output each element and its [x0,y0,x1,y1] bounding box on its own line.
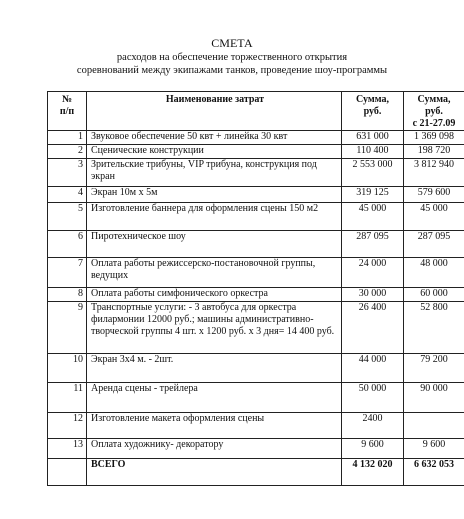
row-sum: 631 000 [342,131,404,145]
header-name: Наименование затрат [87,92,342,131]
total-label: ВСЕГО [87,459,342,486]
header-sum [342,92,404,131]
row-name: Изготовление баннера для оформления сцены 150 м2 [87,203,342,231]
row-sum: 9 600 [342,439,404,459]
table-row [48,258,464,288]
row-sum: 26 400 [342,302,404,354]
row-sum-period: 48 000 [404,258,464,288]
total-sum: 4 132 020 [342,459,404,486]
header-sum-line-1: Сумма, [356,94,389,105]
row-sum-period: 3 812 940 [404,159,464,187]
table-row [48,159,464,187]
row-name: Аренда сцены - трейлера [87,383,342,413]
row-sum: 50 000 [342,383,404,413]
row-sum: 30 000 [342,288,404,302]
row-num: 1 [48,131,87,145]
row-sum-period: 60 000 [404,288,464,302]
row-sum-period [404,413,464,439]
table-row [48,302,464,354]
row-sum-period: 45 000 [404,203,464,231]
header-num-line-2: п/п [59,106,75,117]
row-sum-period: 287 095 [404,231,464,258]
row-num: 7 [48,258,87,288]
document-subtitle [0,51,464,77]
row-sum: 319 125 [342,187,404,203]
row-sum-period: 579 600 [404,187,464,203]
table-row [48,231,464,258]
row-sum: 44 000 [342,354,404,383]
row-sum-period: 90 000 [404,383,464,413]
row-sum: 45 000 [342,203,404,231]
header-sum-period [404,92,464,131]
row-sum-period: 52 800 [404,302,464,354]
row-num: 5 [48,203,87,231]
row-name: Изготовление макета оформления сцены [87,413,342,439]
table-header-row [48,92,464,131]
table-row [48,145,464,159]
document-title: СМЕТА [211,36,253,50]
table-row [48,187,464,203]
table-row [48,354,464,383]
header-sum-line-2: руб. [363,106,382,117]
row-num: 13 [48,439,87,459]
row-num: 10 [48,354,87,383]
row-name: Оплата художнику- декоратору [87,439,342,459]
total-sum-period: 6 632 053 [404,459,464,486]
total-num [48,459,87,486]
header-sum-period-line-3: с 21-27.09 [412,118,456,129]
row-num: 11 [48,383,87,413]
row-sum: 287 095 [342,231,404,258]
row-sum-period: 9 600 [404,439,464,459]
table-row [48,383,464,413]
table-row [48,413,464,439]
total-row [48,459,464,486]
table-row [48,439,464,459]
header-sum-period-line-2: руб. [425,106,443,117]
row-name: Сценические конструкции [87,145,342,159]
row-name: Зрительские трибуны, VIP трибуна, конструкция под экран [87,159,342,187]
row-name: Экран 10м х 5м [87,187,342,203]
header-num [48,92,87,131]
row-sum: 24 000 [342,258,404,288]
row-name: Оплата работы режиссерско-постановочной группы, ведущих [87,258,342,288]
row-name: Экран 3х4 м. - 2шт. [87,354,342,383]
row-sum-period: 1 369 098 [404,131,464,145]
row-num: 6 [48,231,87,258]
row-num: 8 [48,288,87,302]
subtitle-line-2: соревнований между экипажами танков, проведение шоу-программы [76,65,388,76]
subtitle-line-1: расходов на обеспечение торжественного открытия [116,52,348,63]
row-sum: 2400 [342,413,404,439]
header-num-line-1: № [61,94,73,105]
row-sum: 2 553 000 [342,159,404,187]
row-sum-period: 198 720 [404,145,464,159]
row-name: Пиротехническое шоу [87,231,342,258]
table-row [48,203,464,231]
row-num: 4 [48,187,87,203]
row-name: Звуковое обеспечение 50 квт + линейка 30 квт [87,131,342,145]
row-name: Оплата работы симфонического оркестра [87,288,342,302]
row-name: Транспортные услуги: - 3 автобуса для оркестра филармонии 12000 руб.; машины административно- творческой группы 4 шт. х 1200 руб. х 3 дня= 14 400 руб. [87,302,342,354]
row-sum: 110 400 [342,145,404,159]
table-row [48,131,464,145]
estimate-table [47,91,464,486]
table-row [48,288,464,302]
row-num: 9 [48,302,87,354]
row-sum-period: 79 200 [404,354,464,383]
row-num: 2 [48,145,87,159]
header-sum-period-line-1: Сумма, [417,94,451,105]
row-num: 3 [48,159,87,187]
row-num: 12 [48,413,87,439]
